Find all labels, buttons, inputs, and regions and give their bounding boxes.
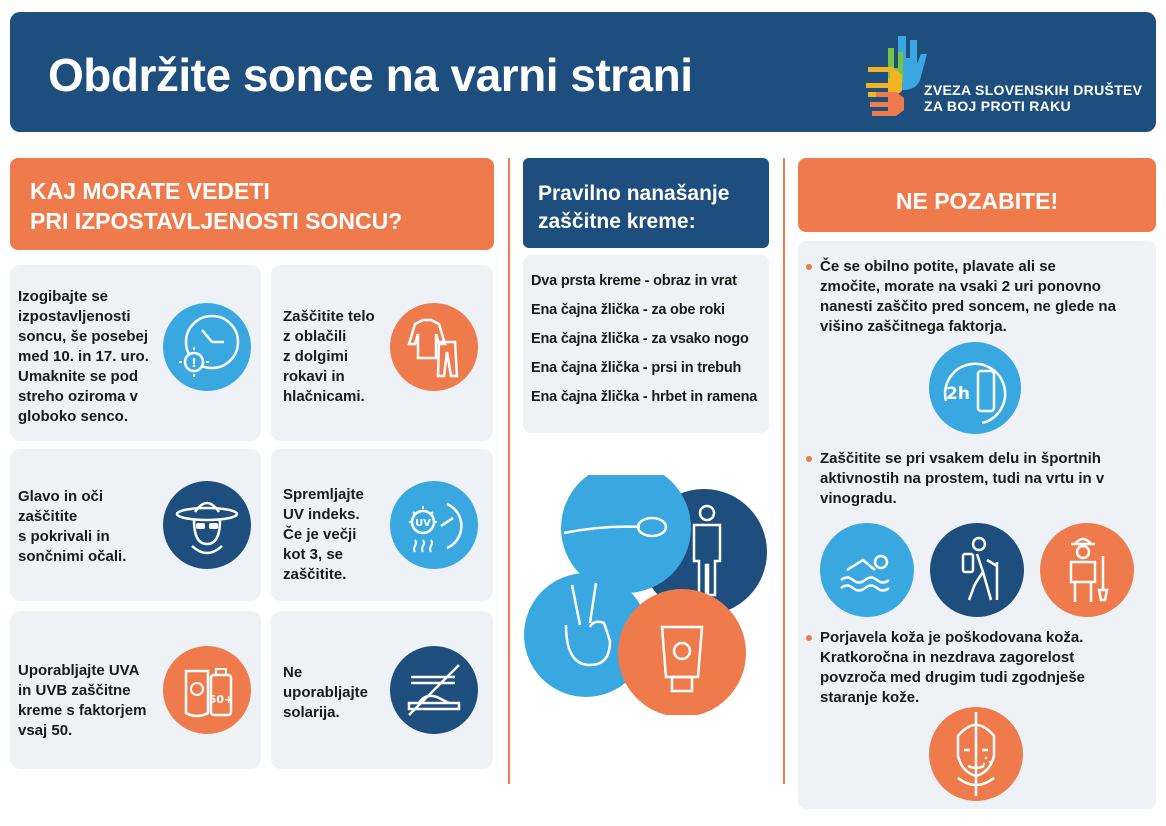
list-item: Ena čajna žlička - prsi in trebuh bbox=[531, 360, 742, 376]
column-divider bbox=[783, 158, 785, 784]
bullet-dot bbox=[806, 635, 812, 641]
org-name: ZVEZA SLOVENSKIH DRUŠTEV ZA BOJ PROTI RAKU bbox=[924, 82, 1143, 114]
hiking-icon bbox=[929, 522, 1025, 618]
reminder-item: Porjavela koža je poškodovana koža. Kratkoročna in nezdrava zagorelost povzroča med drugim tudi zgodnješe staranje kože. bbox=[820, 628, 1140, 708]
bullet-dot bbox=[806, 264, 812, 270]
reminder-item: Če se obilno potite, plavate ali se zmočite, morate na vsaki 2 uri ponovno nanesti zaščito pred soncem, ne glede na višino zaščitnega faktorja. bbox=[820, 257, 1140, 337]
reminders-panel bbox=[798, 241, 1156, 809]
left-heading: KAJ MORATE VEDETI PRI IZPOSTAVLJENOSTI SONCU? bbox=[10, 158, 494, 250]
reminder-item: Zaščitite se pri vsakem delu in športnih aktivnostih na prostem, tudi na vrtu in v vinogradu. bbox=[820, 449, 1140, 509]
no-solarium-icon bbox=[389, 645, 479, 735]
column-divider bbox=[508, 158, 510, 784]
tip-card bbox=[10, 611, 261, 769]
tip-card bbox=[10, 449, 261, 601]
tip-text: Glavo in oči zaščitite s pokrivali in sončnimi očali. bbox=[18, 488, 127, 565]
tip-card bbox=[271, 265, 493, 441]
list-item: Dva prsta kreme - obraz in vrat bbox=[531, 273, 737, 289]
tip-text: Uporabljajte UVA in UVB zaščitne kreme s faktorjem vsaj 50. bbox=[18, 662, 147, 739]
svg-text:!: ! bbox=[191, 356, 197, 370]
list-item: Ena čajna žlička - za obe roki bbox=[531, 302, 725, 318]
right-heading: NE POZABITE! bbox=[798, 158, 1156, 232]
reapply-2h-icon bbox=[928, 341, 1022, 435]
tip-text: Ne uporabljajte solarija. bbox=[283, 664, 369, 721]
sunscreen-50-icon bbox=[162, 645, 252, 735]
bullet-dot bbox=[806, 456, 812, 462]
tip-card bbox=[271, 449, 493, 601]
tip-card bbox=[10, 265, 261, 441]
clothing-icon bbox=[389, 302, 479, 392]
swimming-icon bbox=[819, 522, 915, 618]
uv-index-icon bbox=[389, 480, 479, 570]
tip-text: Zaščitite telo z oblačili z dolgimi rokavi in hlačnicami. bbox=[283, 308, 375, 405]
application-heading: Pravilno nanašanje zaščitne kreme: bbox=[523, 158, 769, 248]
tip-card bbox=[271, 611, 493, 769]
svg-text:50+: 50+ bbox=[208, 693, 234, 706]
aging-skin-icon bbox=[928, 706, 1024, 802]
list-item: Ena čajna žlička - za vsako nogo bbox=[531, 331, 749, 347]
hands-logo-icon bbox=[858, 30, 928, 120]
tip-text: Spremljajte UV indeks. Če je večji kot 3, se zaščitite. bbox=[283, 486, 364, 583]
application-illustration bbox=[524, 475, 774, 715]
svg-text:UV: UV bbox=[415, 518, 431, 529]
clock-sun-icon bbox=[162, 302, 252, 392]
svg-text:2h: 2h bbox=[946, 384, 970, 404]
org-logo bbox=[858, 30, 1148, 122]
header-banner bbox=[10, 12, 1156, 132]
tip-text: Izogibajte se izpostavljenosti soncu, še posebej med 10. in 17. uro. Umaknite se pod streho oziroma v globoko senco. bbox=[18, 288, 149, 425]
hat-sunglasses-icon bbox=[162, 480, 252, 570]
page-title: Obdržite sonce na varni strani bbox=[48, 49, 693, 101]
sunscreen-tube-icon bbox=[618, 589, 746, 715]
list-item: Ena čajna žlička - hrbet in ramena bbox=[531, 389, 758, 405]
gardening-icon bbox=[1039, 522, 1135, 618]
application-list bbox=[523, 255, 769, 433]
